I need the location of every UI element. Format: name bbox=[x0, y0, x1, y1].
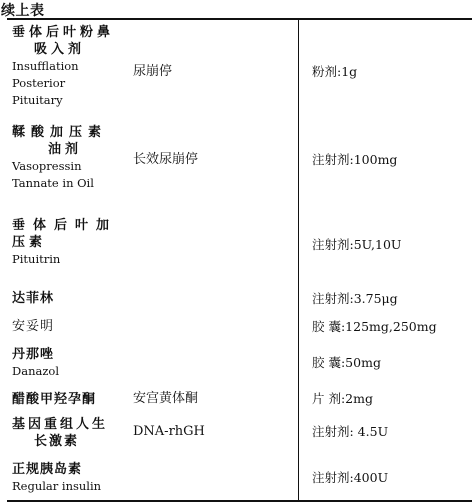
drug-preparation: 注射剂:5U,10U bbox=[312, 237, 402, 252]
drug-name bbox=[12, 24, 130, 109]
drug-name-cn: 垂体后叶粉鼻 bbox=[12, 25, 115, 40]
drug-preparation: 注射剂:100mg bbox=[312, 152, 398, 167]
drug-name-en: Vasopressin bbox=[12, 159, 82, 173]
drug-name-cn: 长激素 bbox=[34, 434, 80, 449]
drug-name-cn: 压素 bbox=[12, 235, 47, 250]
drug-preparation: 注射剂: 4.5U bbox=[312, 424, 389, 439]
drug-name-en: Pituitrin bbox=[12, 252, 61, 266]
drug-name-en: Pituitary bbox=[12, 93, 63, 107]
drug-preparation: 胶 囊:50mg bbox=[312, 355, 381, 370]
column-divider bbox=[298, 20, 299, 500]
drug-preparation: 注射剂:400U bbox=[312, 470, 389, 485]
drug-name-cn: 油剂 bbox=[48, 142, 83, 157]
drug-name-en: Danazol bbox=[12, 364, 59, 378]
drug-name-cn: 基因重组人生 bbox=[12, 417, 109, 432]
drug-name-cn: 安妥明 bbox=[12, 319, 55, 334]
drug-preparation: 粉剂:1g bbox=[312, 64, 358, 79]
drug-name-en: Insufflation bbox=[12, 59, 79, 73]
drug-name-cn: 丹那唑 bbox=[12, 347, 55, 362]
drug-name-en: Posterior bbox=[12, 76, 66, 90]
table-caption: 续上表 bbox=[1, 3, 45, 19]
drug-alias: DNA-rhGH bbox=[133, 424, 205, 439]
drug-name-cn: 达菲林 bbox=[12, 291, 55, 306]
drug-preparation: 片 剂:2mg bbox=[312, 391, 373, 406]
drug-name bbox=[12, 416, 130, 450]
drug-preparation: 胶 囊:125mg,250mg bbox=[312, 319, 437, 334]
drug-name-cn: 醋酸甲羟孕酮 bbox=[12, 392, 97, 407]
drug-name-cn: 正规胰岛素 bbox=[12, 462, 83, 477]
drug-name bbox=[12, 217, 130, 268]
drug-name-en: Tannate in Oil bbox=[12, 176, 94, 190]
drug-name bbox=[12, 290, 130, 307]
drug-name bbox=[12, 461, 130, 495]
drug-name-cn: 鞣酸加压素 bbox=[12, 125, 108, 140]
drug-preparation: 注射剂:3.75μg bbox=[312, 291, 398, 306]
drug-name bbox=[12, 391, 130, 408]
drug-table bbox=[7, 18, 472, 502]
drug-name bbox=[12, 124, 130, 192]
drug-name bbox=[12, 346, 130, 380]
drug-name-en: Regular insulin bbox=[12, 479, 102, 493]
drug-name-cn: 垂体后叶加 bbox=[12, 218, 118, 233]
drug-name-cn: 吸入剂 bbox=[34, 42, 86, 57]
drug-name bbox=[12, 318, 130, 335]
drug-alias: 尿崩停 bbox=[133, 64, 173, 79]
drug-alias: 长效尿崩停 bbox=[133, 152, 199, 167]
drug-alias: 安宫黄体酮 bbox=[133, 391, 199, 406]
